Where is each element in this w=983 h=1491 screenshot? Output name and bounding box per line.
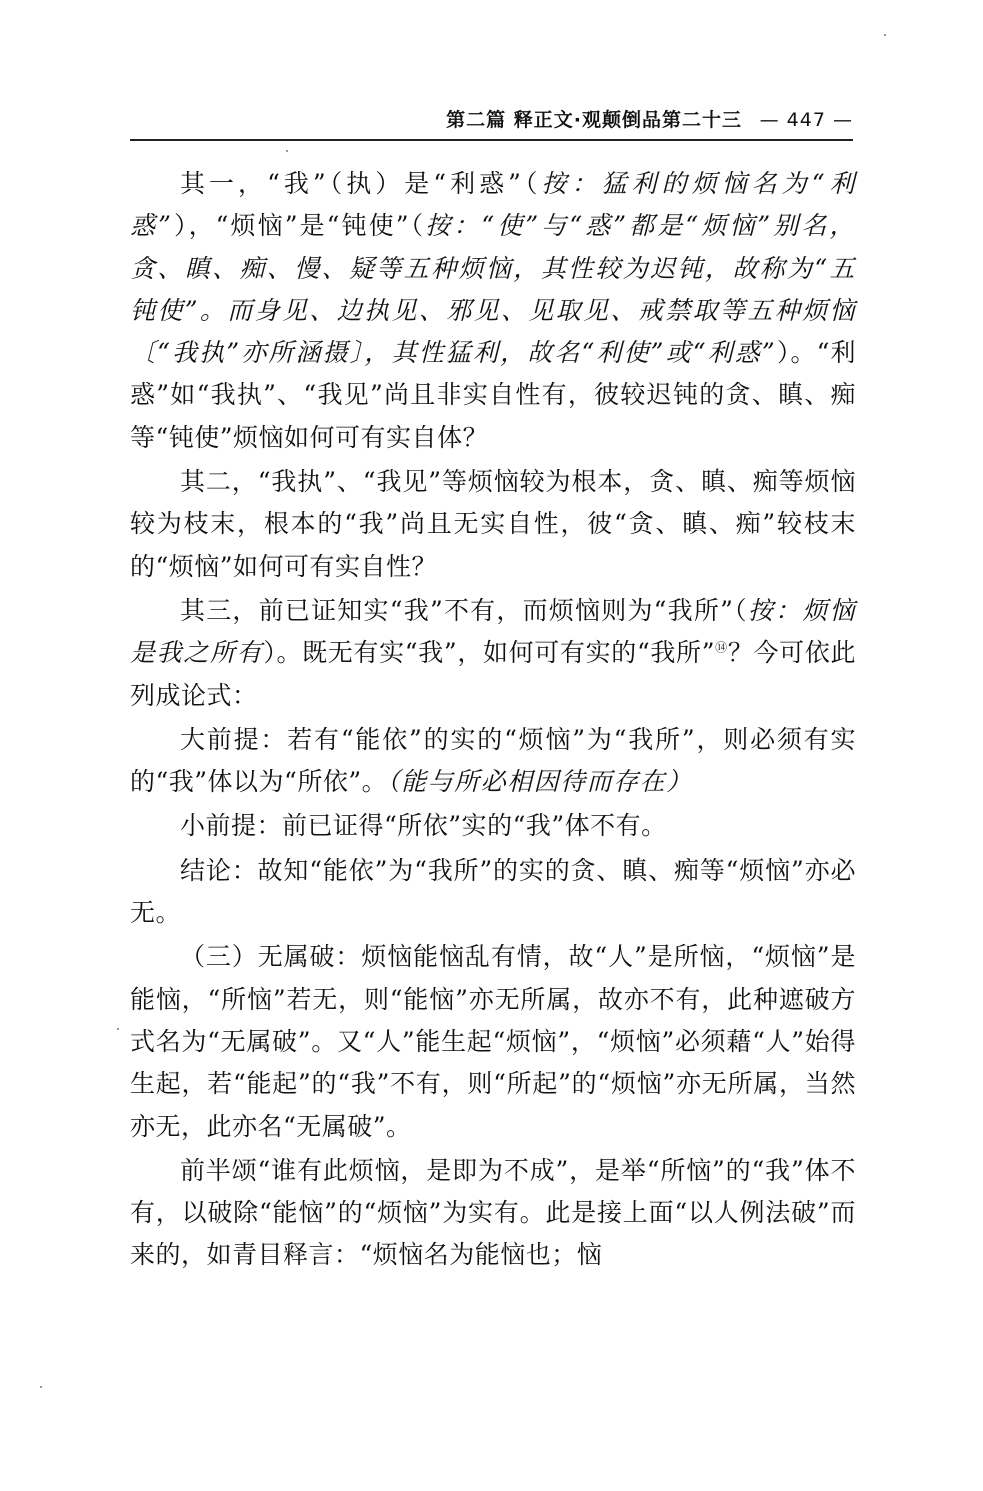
paragraph-conclusion: 结论：故知“能依”为“我所”的实的贪、瞋、痴等“烦恼”亦必无。 bbox=[130, 855, 856, 928]
paragraph-3-text-b: ）。既无有实“我”，如何可有实的“我所” bbox=[263, 638, 715, 668]
scan-speck bbox=[40, 1386, 42, 1388]
page-number: — 447 — bbox=[759, 109, 853, 131]
paragraph-4: （三）无属破：烦恼能恼乱有情，故“人”是所恼，“烦恼”是能恼，“所恼”若无，则“能恼”亦无所属，故亦不有，此种遮破方式名为“无属破”。又“人”能生起“烦恼”，“烦恼”必须藉“人”始得生起，若“能起”的“我”不有，则“所起”的“烦恼”亦无所属，当然亦无，此亦名“无属破”。 bbox=[130, 942, 856, 1141]
scan-speck bbox=[286, 150, 288, 152]
paragraph-3-text-a: 其三，前已证知实“我”不有，而烦恼则为“我所”（ bbox=[180, 595, 748, 625]
paragraph-1-text-a: 其一，“我”（执）是“利惑”（ bbox=[180, 169, 542, 198]
scan-speck bbox=[884, 34, 886, 36]
paragraph-1-note-a: 按：猛利的烦恼名为“利惑” bbox=[130, 169, 856, 241]
paragraph-1-note-b: 按：“使”与“惑”都是“烦恼”别名，贪、瞋、痴、慢、疑等五种烦恼，其性较为迟钝，故称为“五钝使”。而身见、边执见、邪见、见取见、戒禁取等五种烦恼〔“我执”亦所涵摄〕，其性猛利，故名“利使”或“利惑” bbox=[130, 211, 856, 368]
paragraph-minor-premise: 小前提：前已证得“所依”实的“我”体不有。 bbox=[180, 811, 667, 841]
paragraph-2: 其二，“我执”、“我见”等烦恼较为根本，贪、瞋、痴等烦恼较为枝末，根本的“我”尚且无实自性，彼“贪、瞋、痴”较枝末的“烦恼”如何可有实自性？ bbox=[130, 467, 856, 581]
body-text bbox=[130, 163, 856, 1277]
header-title: 第二篇 释正文·观颠倒品第二十三 bbox=[446, 109, 743, 131]
paragraph-3-note: 按：烦恼是我之所有 bbox=[130, 595, 856, 668]
paragraph-3 bbox=[130, 590, 856, 717]
paragraph-3-text-c: ？今可依此列成论式： bbox=[130, 638, 856, 710]
footnote-marker: ⑭ bbox=[715, 640, 728, 655]
running-header bbox=[130, 103, 853, 141]
scan-speck bbox=[117, 1028, 119, 1030]
major-premise-note: （能与所必相因待而存在） bbox=[387, 767, 693, 797]
major-premise-text: 大前提：若有“能依”的实的“烦恼”为“我所”，则必须有实的“我”体以为“所依”。 bbox=[130, 724, 856, 797]
paragraph-major-premise bbox=[130, 719, 856, 804]
paragraph-1 bbox=[130, 163, 856, 459]
paragraph-1-text-c: ）。“利惑”如“我执”、“我见”尚且非实自性有，彼较迟钝的贪、瞋、痴等“钝使”烦恼如何可有实自体？ bbox=[130, 338, 857, 452]
paragraph-5: 前半颂“谁有此烦恼，是即为不成”，是举“所恼”的“我”体不有，以破除“能恼”的“烦恼”为实有。此是接上面“以人例法破”而来的，如青目释言：“烦恼名为能恼也；恼 bbox=[130, 1155, 856, 1270]
paragraph-1-text-b: ），“烦恼”是“钝使”（ bbox=[172, 211, 426, 241]
